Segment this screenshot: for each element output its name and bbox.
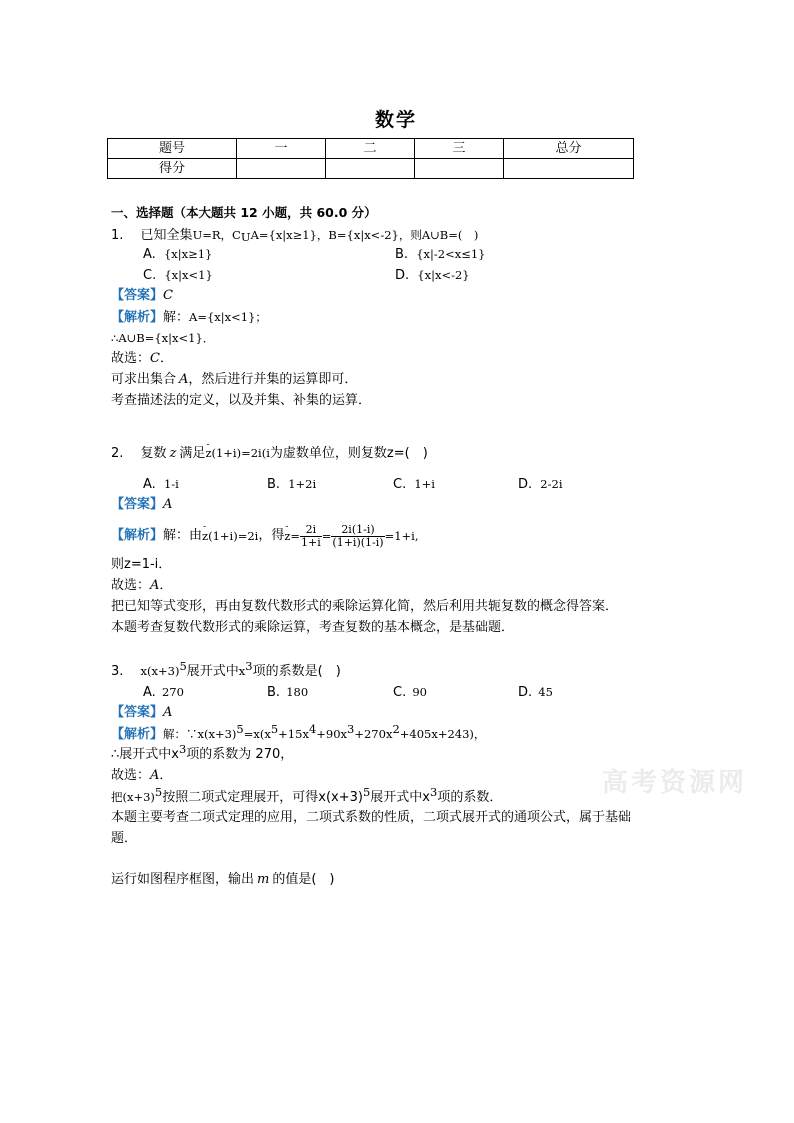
analysis-math: +270x [354,727,393,741]
option-b [267,476,316,493]
answer-label: 【答案】 [111,288,164,303]
section-heading: 一、选择题（本大题共 12 小题，共 60.0 分） [111,205,377,220]
analysis-line [111,309,267,326]
analysis-math: 解：∵x(x+3) [163,727,237,741]
analysis-text: 项的系数为 270， [186,747,294,762]
note-line [111,785,503,806]
stem-var: m [257,872,270,887]
answer-line [111,705,172,721]
option-a [143,476,179,493]
analysis-math: - z(1+i)=2i [202,528,258,544]
stem-text: 复数 [140,446,167,461]
analysis-line-2: 则z=1-i． [111,557,172,572]
fraction [300,524,322,549]
choose-punct: ． [159,768,173,783]
option-c [393,476,435,493]
choose-punct: ． [159,578,173,593]
note-line-3: 题． [111,831,138,846]
fraction-numerator: 2i(1-i) [331,524,384,537]
stem-exp: 5 [179,659,187,673]
choose-text: 故选： [111,768,151,783]
score-table-cell [415,159,504,179]
analysis-math: =1+i, [384,529,419,543]
analysis-label: 【解析】 [111,310,164,325]
option-letter: D. [395,268,410,283]
analysis-line [111,722,486,743]
option-text: {x|-2<x≤1} [416,247,486,261]
note-text: 按照二项式定理展开，可得x(x+3) [162,790,363,805]
exp: 3 [347,722,355,736]
option-text: 1+i [414,477,435,491]
option-letter: A. [143,477,156,492]
analysis-line [111,521,418,551]
note-line-2: 本题考查复数代数形式的乘除运算，考查复数的基本概念，是基础题． [111,620,515,635]
note-math: A [179,372,189,387]
score-table-cell: 二 [326,139,415,159]
analysis-math: +405x+243)， [399,727,486,741]
option-d [395,267,470,284]
answer-line [111,288,173,304]
option-text: {x|x≥1} [163,247,213,261]
stem-text: 的值是( ) [272,872,335,887]
stem-text: 展开式中 [186,664,239,679]
analysis-math: A={x|x<1}； [189,310,267,324]
option-b [267,684,308,701]
analysis-math: =x(x [243,727,271,741]
option-letter: A. [143,685,156,700]
option-text: 1+2i [288,477,317,491]
stem-text: 为虚数单位，则复数z=( ) [269,446,428,461]
analysis-label: 【解析】 [111,727,164,742]
option-letter: D. [518,477,533,492]
analysis-line-2 [111,742,294,763]
score-table-cell [326,159,415,179]
stem-sub: U [240,230,251,244]
option-a [143,684,184,701]
answer-value: C [163,288,173,303]
option-c [393,684,427,701]
watermark: 高考资源网 [602,768,748,798]
option-letter: C. [143,268,157,283]
stem-math: x [238,664,246,678]
analysis-text: 解： [163,310,190,325]
answer-value: A [163,705,173,720]
option-text: 45 [538,685,553,699]
stem-exp: 3 [245,659,253,673]
question-number: 1. [111,228,124,243]
option-letter: D. [518,685,533,700]
analysis-math: +90x [316,727,348,741]
equals-sign: = [321,529,332,543]
option-text: 90 [412,685,427,699]
note-line: 把已知等式变形，再由复数代数形式的乘除运算化简，然后利用共轭复数的概念得答案． [111,599,619,614]
option-text: 270 [161,685,184,699]
analysis-text: 解：由 [163,528,203,543]
exp: 3 [429,785,438,799]
fraction-denominator: 1+i [301,535,321,549]
question-3-stem [111,659,341,680]
analysis-line-2: ∴A∪B={x|x<1}． [111,331,215,345]
page-title: 数学 [375,109,418,131]
note-text: 项的系数． [437,790,503,805]
stem-var: z [169,446,177,461]
stem-text: 运行如图程序框图，输出 [111,872,255,887]
exp: 5 [270,722,279,736]
stem-math: U=R，C [192,228,241,242]
analysis-math: - z= [284,528,300,544]
stem-math: x(x+3) [140,664,180,678]
choose-punct: ． [159,351,173,366]
note-text: 展开式中x [370,790,430,805]
score-table-cell: 一 [237,139,326,159]
exp: 5 [362,785,371,799]
fraction [331,524,384,549]
question-number: 3. [111,664,124,679]
note-text: ，然后进行并集的运算即可． [188,372,358,387]
note-line-2: 考查描述法的定义，以及并集、补集的运算． [111,393,372,408]
fraction-numerator: 2i [300,524,322,537]
exp: 5 [236,722,244,736]
note-text: 可求出集合 [111,372,177,387]
analysis-math: +15x [278,727,309,741]
option-text: {x|x<-2} [417,268,470,282]
choose-line [111,768,172,784]
exp: 2 [392,722,400,736]
choose-line [111,578,172,594]
fraction-denominator: (1+i)(1-i) [332,535,384,549]
option-d [518,476,563,493]
option-letter: A. [143,247,156,262]
note-math: 把(x+3) [111,790,155,804]
option-b [395,246,485,263]
question-1-stem [111,227,478,244]
score-table-cell: 得分 [108,159,237,179]
option-letter: C. [393,477,407,492]
stem-text: 项的系数是( ) [252,664,341,679]
option-text: {x|x<1} [164,268,213,282]
option-letter: C. [393,685,407,700]
analysis-text: ，得 [258,528,285,543]
note-line [111,372,357,388]
option-letter: B. [395,247,409,262]
answer-label: 【答案】 [111,497,164,512]
analysis-text: ∴展开式中x [111,747,179,762]
score-table-cell: 题号 [108,139,237,159]
stem-text: 已知全集 [140,228,193,243]
stem-math: A={x|x≥1}，B={x|x<-2}，则A∪B=( ) [250,228,479,242]
exp: 3 [178,742,187,756]
option-letter: B. [267,685,281,700]
exp: 4 [308,722,317,736]
choose-value: C [150,351,160,366]
score-table-cell: 三 [415,139,504,159]
score-table-cell [504,159,634,179]
note-line-2: 本题主要考查二项式定理的应用，二项式系数的性质，二项式展开式的通项公式，属于基础 [111,810,632,825]
stem-math: - z(1+i)=2i(i [205,446,269,460]
answer-label: 【答案】 [111,705,164,720]
option-c [143,267,213,284]
answer-value: A [163,497,173,512]
stem-text: 满足 [179,446,206,461]
question-4-stem [111,872,335,888]
option-text: 1-i [163,477,179,491]
score-table-cell: 总分 [504,139,634,159]
choose-text: 故选： [111,351,151,366]
score-table-header-row [108,139,634,159]
question-2-stem [111,445,428,462]
choose-value: A [150,578,160,593]
option-a [143,246,212,263]
option-d [518,684,553,701]
exp: 5 [154,785,163,799]
question-number: 2. [111,446,124,461]
option-letter: B. [267,477,281,492]
option-text: 180 [286,685,309,699]
choose-value: A [150,768,160,783]
option-text: 2-2i [540,477,563,491]
choose-line [111,351,173,367]
answer-line [111,497,172,513]
score-table [107,138,634,179]
analysis-label: 【解析】 [111,528,164,543]
score-table-score-row [108,159,634,179]
choose-text: 故选： [111,578,151,593]
score-table-cell [237,159,326,179]
